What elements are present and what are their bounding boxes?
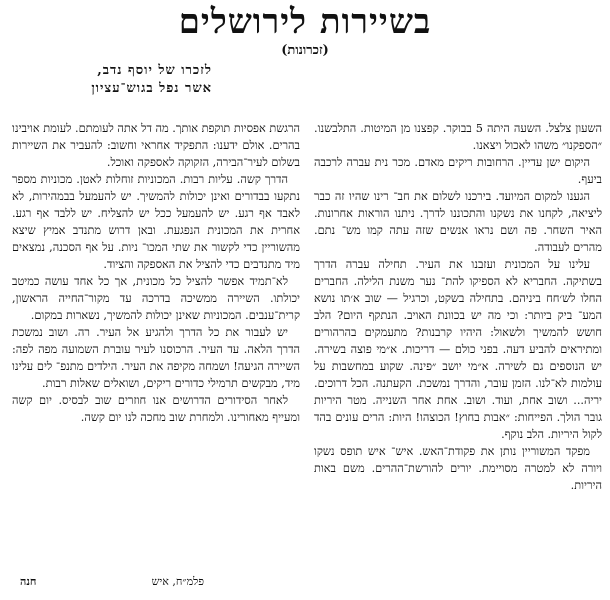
dedication: [22, 62, 212, 98]
dedication-line: אשר נפל בגוש־עציון: [91, 81, 212, 96]
paragraph: הדרך קשה. עליות רבות. המכוניות זוחלות לאטן. מכוניות מספר נתקעו בבדורים ואינן יכולות להמשיך. יש להעמעל בבמהירות, לא לאבד אף רגע. יש להעמעל ככל יש להצליח. יש ללבד אף רגע. אחרית את המכונית הנפגעת. ובאן דרוש מתנדב אמיץ שיצא מהשוריין כדי לקשור את שתי המכו־ ניות. על אף הסכנה, נמצאים מיד מתנדבים כדי להציל את האספקה והציוד.: [12, 173, 300, 271]
paragraph: השעון צלצל. השעה היתה 5 בבוקר. קפצנו מן המיטות. התלבשנו. ״הספקנו״ משהו לאכול ויצאנו.: [314, 122, 602, 152]
paragraph: הרגשת אפסיות תוקפת אותך. מה דל אתה לעומתם. לעומת אויבינו בהרים. אולם ידענו: התפקיד אחראי וחשוב: להעביר את השיירות בשלום לעיר־הבירה, הזקוקה לאספקה ואוכל.: [12, 122, 300, 169]
paragraph: היקום ישן עדיין. הרחובות ריקים מאדם. מכר נית עברה לרכבה ביעף.: [314, 156, 602, 186]
text-column-right: [314, 120, 602, 598]
dedication-line: לזכרו של יוסף נדב,: [97, 63, 212, 78]
author-affiliation: פלמ״ח, איש: [151, 575, 204, 588]
signoff: [12, 575, 300, 593]
paragraph: לאחר הסידורים הדרושים אנו חוזרים שוב לבסיס. יום קשה ומעייף מאחורינו. ולמחרת שוב מחכה לנו יום קשה.: [12, 394, 300, 424]
paragraph: מפקד המשוריין נותן את פקודת־האש. איש־ איש תופס נשקו ויורה לא למטרה מסויימת. יורים להורשת־ההרים. משם באות היריות.: [314, 445, 602, 492]
paragraph: עלינו על המכונית ועזבנו את העיר. תחילה עברה הדרך בשתיקה. החבריא לא הספיקו להת־ נער משנת הלילה. החברים החלו לש׳חח ביניהם. בתחילה בשקט, וכרגיל — שוב א׳תו נושא המע־ ביק ביותר: וכי מה יש בכוונת האויב. הנתקף היום? הלב חושש להמשיך ולשאול: היהיו קרבנות? מתעמקים בהרהורים ומתיראים להביע דעה. בפני כולם — דריכות. א״מי פוצה בשירה. יש הנוספים גם לשירה. א״מי יושב ״פינה. שקוע במחשבות על עולמות לא־לנו. הזמן עובר, והדרך נמשכת. הקעתנה. הכל דרוכים. יריה... ושוב אחת, ועוד. ושוב. אחת אחר השנייה. מטר היריות גובר הולך. הפייחות: ״אבות בחוץ! הכוצהו! היות: הרים עונים בהד לקול היריות. הלב נוקף.: [314, 258, 602, 441]
article-subtitle: (זכרונות): [281, 43, 329, 58]
paragraph: לא־תמיד אפשר להציל כל מכונית, אך כל אחד עושה כמיטב יכולתו. השיירה ממשיכה בדרכה עד מקור־החייה הראשון, קרית־ענבים. המכוניות שאינן יכולות להמשיך, נשארות במקום.: [12, 275, 300, 322]
paragraph: הגענו למקום המיועד. בירכנו לשלום את חב־ רינו שהיו זה כבר ליציאה, לקחנו את נשקנו והתכוננו לדרך. ניתנו הוראות אחרונות. האיר השחר. פה ושם נראו אנשים שזה עתה קמו מש־ נתם. מהרים לעבודה.: [314, 190, 602, 254]
text-column-left: [12, 120, 300, 598]
article-title: בשיירות לירושלים: [178, 2, 432, 42]
author-name: חנה: [20, 575, 37, 588]
paragraph: יש לעבור את כל הדרך ולהגיע אל העיר. רה. ושוב נמשכת הדרך הלאה. עד העיר. הרכוסנו לעיר עוברת השמועה מפה לפה: השיירה הגיעה! ושמחה מקיפה את העיר. הילדים מתנפ־ לים עלינו מיד, מבקשים תרמילי כדורים ריקים, ושואלים שאלות רבות.: [12, 326, 300, 390]
